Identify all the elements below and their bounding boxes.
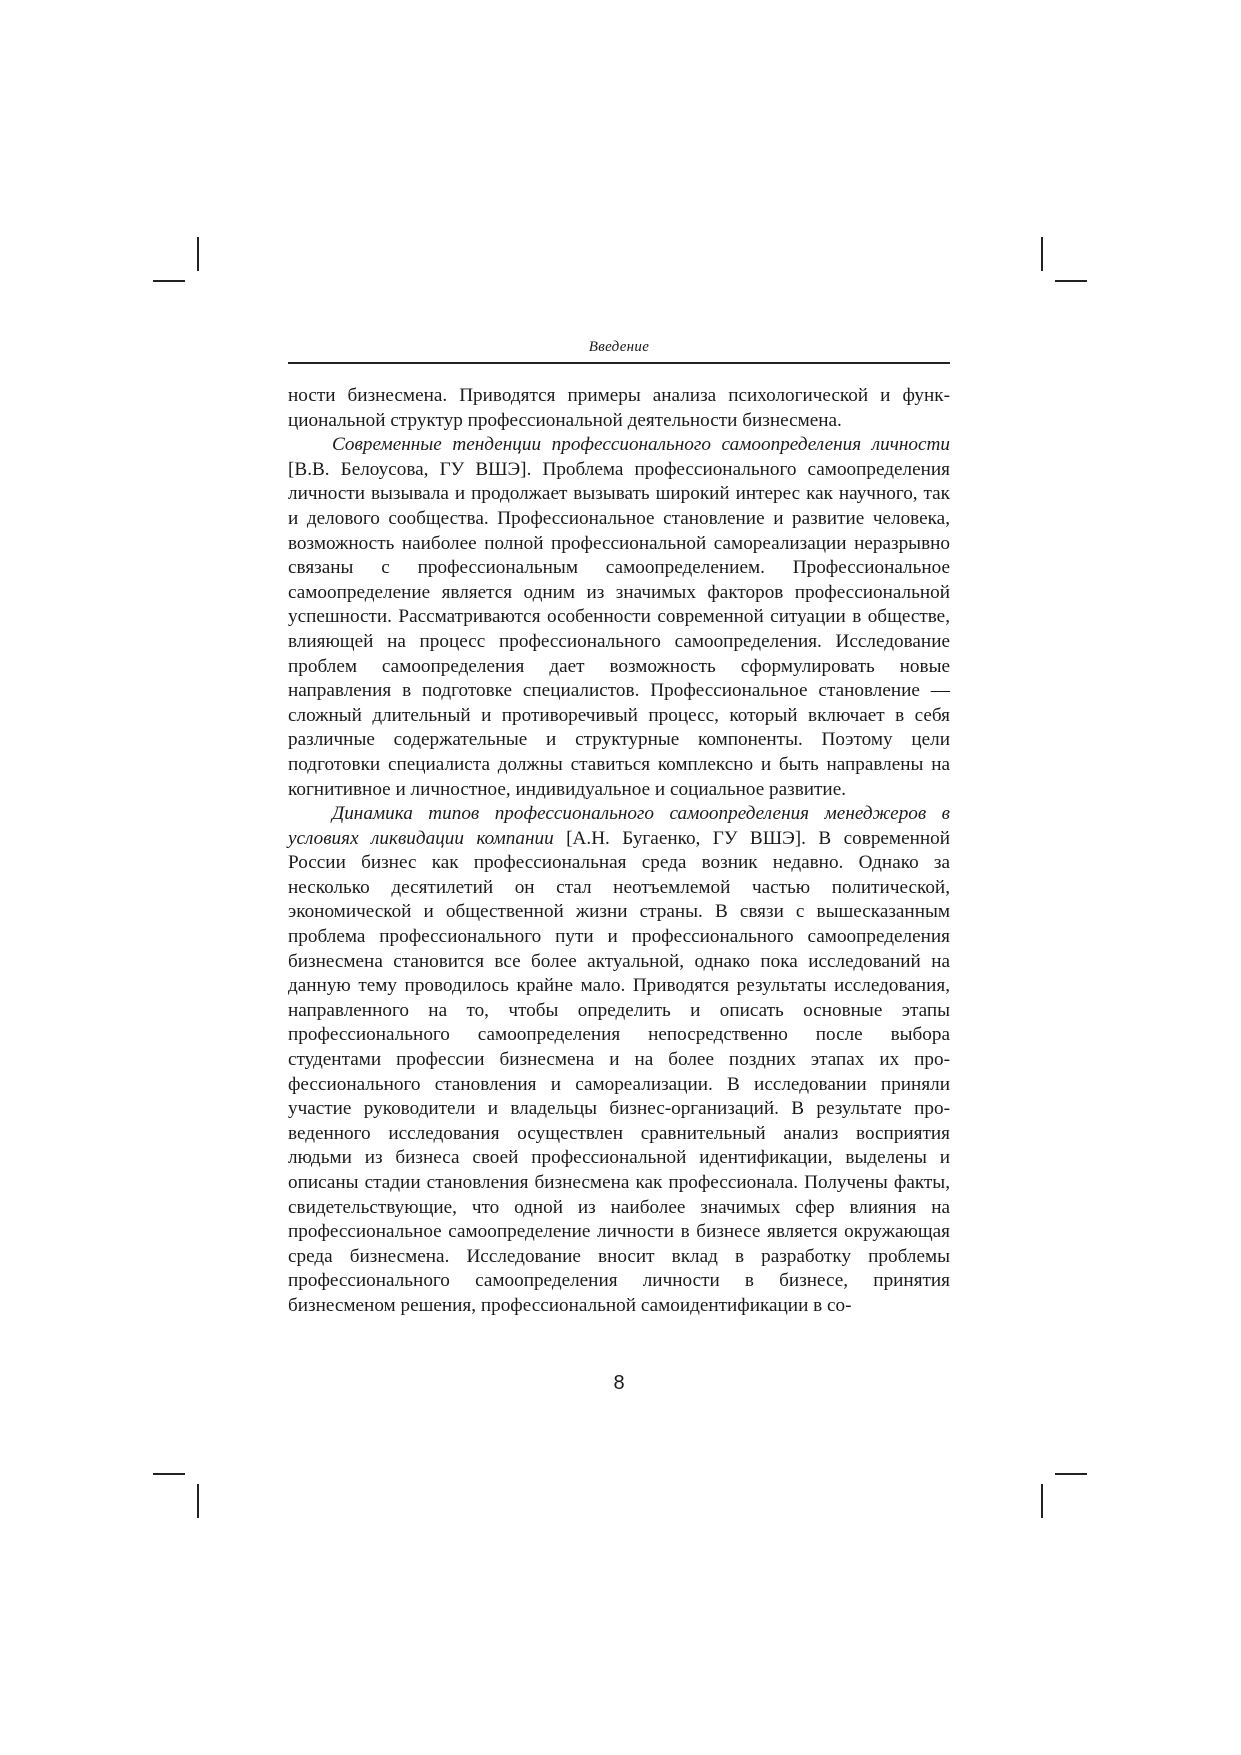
crop-mark-top-left-horizontal [153,280,185,282]
crop-mark-top-right-vertical [1041,237,1043,271]
body-text [288,384,950,1319]
crop-mark-top-left-vertical [197,237,199,271]
crop-mark-bottom-right-horizontal [1055,1473,1087,1475]
paragraph-3 [288,802,950,1318]
page-number: 8 [613,1372,625,1394]
paragraph-2-text: [В.В. Белоусова, ГУ ВШЭ]. Проблема профессионального самоопределения личности вызывала и продолжает вызывать широкий интерес как научного, так и делового сообщества. Профессиональное становление и развитие человека, возможность наиболее полной профессиональной самореализации неразрывно связаны с профессиональным самоопределением. Профессиональное самоопределение является одним из значимых факторов профессиональной успешности. Рассматриваются особенности современной ситуации в обществе, влияющей на процесс профессионального самоопределения. Исследование проблем самоопределения дает возможность сформулировать новые направления в подготовке специалистов. Профессиональное становление — сложный длительный и противоречивый процесс, который включает в себя различные содержательные и структурные компоненты. Поэтому цели подготовки специалиста должны ставиться комплексно и быть направлены на когнитивное и личностное, индивидуальное и социальное развитие. [288,458,950,800]
paragraph-1 [288,384,950,433]
header-rule [288,362,950,364]
running-head: Введение [588,339,650,355]
paragraph-3-title: Динамика типов профессионального самоопределения менеджеров в условиях ликвидации компании [288,803,950,849]
crop-mark-bottom-left-horizontal [153,1473,185,1475]
paragraph-2-title: Современные тенденции профессионального самоопределения личности [332,434,950,456]
paragraph-3-text: [А.Н. Бугаенко, ГУ ВШЭ]. В современной России бизнес как профессиональная среда возник недавно. Однако за несколько десятилетий он стал неотъемлемой частью политической, экономической и общественной жизни страны. В связи с вышесказанным проблема профессионального пути и профессионального самоопределения бизнесмена становится все более актуальной, однако пока исследований на данную тему проводилось крайне мало. Приводятся результаты исследования, направленного на то, чтобы определить и описать основные этапы профессионального самоопределения непосредственно после выбора студентами профессии бизнесмена и на более поздних этапах их профессионального становления и самореализации. В исследовании приняли участие руководители и владельцы бизнес-организаций. В результате проведенного исследования осуществлен сравнительный анализ восприятия людьми из бизнеса своей профессиональной идентификации, выделены и описаны стадии становления бизнесмена как профессионала. Получены факты, свидетельствующие, что одной из наиболее значимых сфер влияния на профессиональное самоопределение личности в бизнесе является окружающая среда бизнесмена. Исследование вносит вклад в разработку проблемы профессионального самоопределения личности в бизнесе, принятия бизнесменом решения, профессиональной самоидентификации в со- [288,827,950,1316]
crop-mark-top-right-horizontal [1055,280,1087,282]
crop-mark-bottom-right-vertical [1041,1484,1043,1518]
paragraph-1-text: ности бизнесмена. Приводятся примеры анализа психологической и функциональной структур профессиональной деятельности бизнесмена. [288,385,950,431]
crop-mark-bottom-left-vertical [197,1484,199,1518]
paragraph-2 [288,433,950,802]
